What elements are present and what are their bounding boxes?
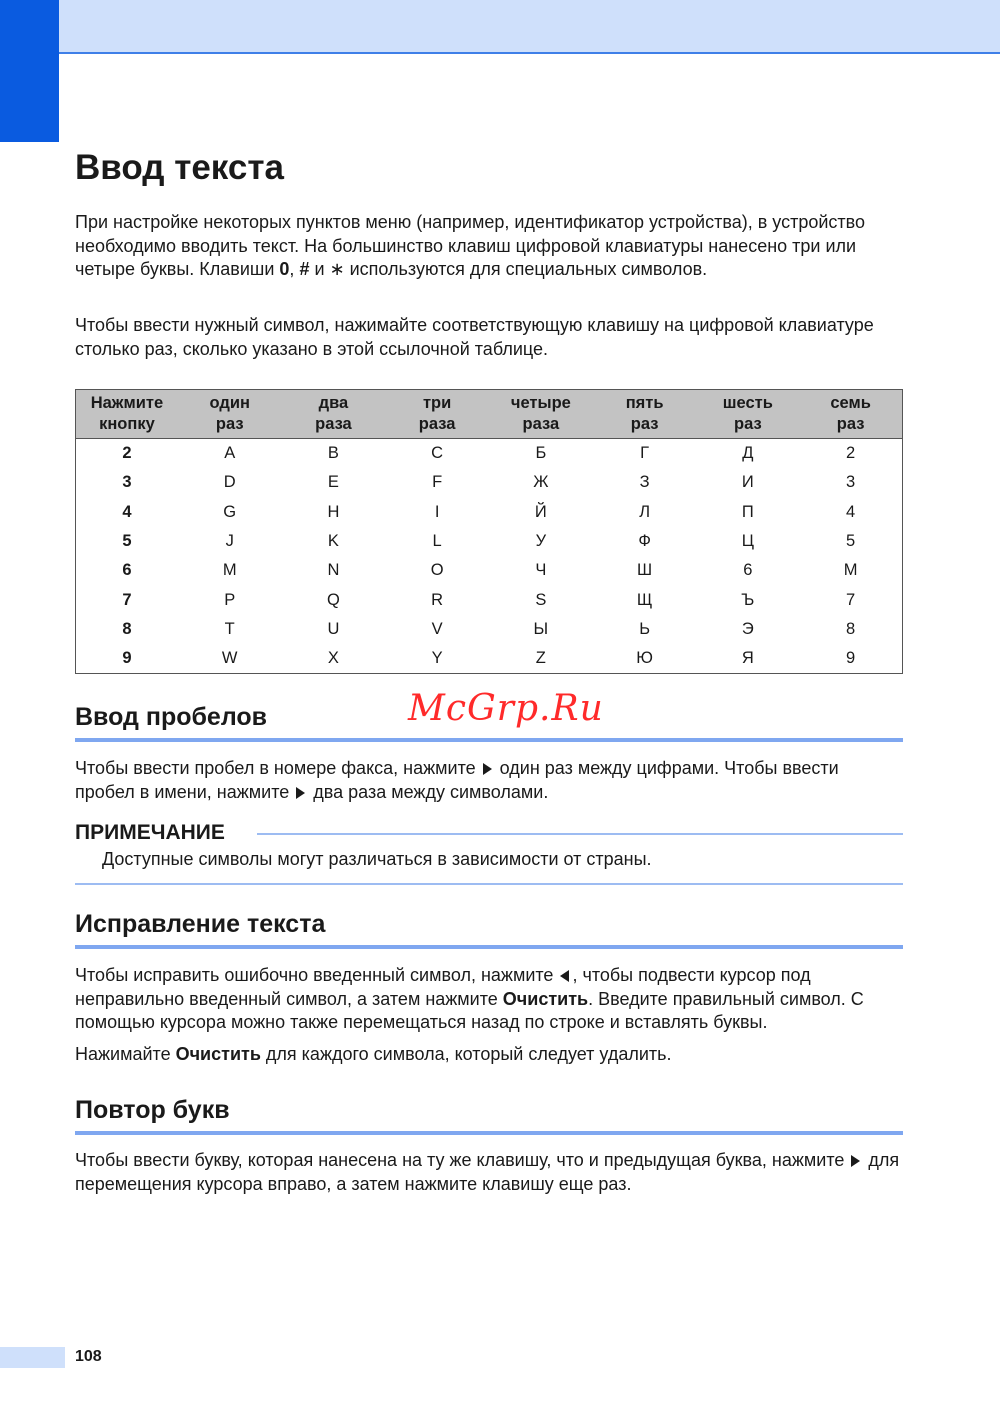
table-cell: Д (742, 444, 754, 463)
table-header-cell (799, 390, 902, 439)
table-header-text: кнопку (99, 415, 155, 433)
table-header-text: раз (734, 415, 762, 433)
table-header-cell (385, 390, 489, 439)
table-cell: 3 (846, 473, 856, 492)
table-cell: Я (741, 649, 754, 668)
table-cell: R (431, 590, 444, 609)
table-cell: 7 (846, 590, 856, 609)
table-cell: K (327, 532, 339, 551)
table-key-cell: 8 (122, 619, 132, 638)
table-key-cell: 4 (122, 502, 132, 521)
key-star: ∗ (329, 259, 345, 279)
spaces-text: два раза между символами. (308, 781, 549, 802)
table-cell: Л (639, 502, 651, 521)
table-key-cell: 6 (122, 561, 132, 580)
table-header-text: Нажмите (90, 394, 164, 412)
key-hash: # (299, 259, 310, 279)
table-cell: W (221, 649, 238, 668)
table-cell: 4 (846, 502, 856, 521)
table-cell: 6 (743, 561, 753, 580)
table-row (76, 527, 903, 556)
section-rule (75, 945, 903, 949)
table-cell: J (225, 532, 234, 551)
table-cell: Ч (535, 561, 547, 580)
correction-text: , чтобы подвести курсор под неправильно введенный символ, а затем нажмите (75, 965, 811, 1009)
right-arrow-icon (851, 1155, 860, 1167)
intro-paragraph-1 (75, 211, 903, 282)
table-key-cell: 3 (122, 473, 132, 492)
table-cell: C (431, 444, 444, 463)
section-rule (75, 738, 903, 742)
table-cell: Ъ (741, 590, 755, 609)
right-arrow-icon (296, 787, 305, 799)
table-cell: У (535, 532, 547, 551)
repeat-text: Чтобы ввести букву, которая нанесена на ту же клавишу, что и предыдущая буква, нажмите (75, 1150, 850, 1170)
spaces-paragraph (75, 757, 903, 804)
table-cell: D (223, 473, 236, 492)
table-cell: Ю (636, 649, 653, 668)
page-number-tab (0, 1347, 65, 1368)
right-arrow-icon (483, 763, 492, 775)
table-cell: B (327, 444, 339, 463)
table-header-row (76, 390, 903, 439)
table-row (76, 468, 903, 497)
separator: и (309, 259, 330, 279)
table-header-cell (282, 390, 386, 439)
correction-text: для каждого символа, который следует удалить. (260, 1044, 672, 1064)
correction-text: . Введите правильный символ. С помощью курсора можно также перемещаться назад по строке и вставлять буквы. (75, 988, 864, 1032)
key-zero: 0 (279, 259, 290, 279)
character-table (75, 389, 903, 674)
table-cell: F (432, 473, 443, 492)
intro-text: При настройке некоторых пунктов меню (например, идентификатор устройства), в устройство необходимо вводить текст. На большинство клавиш цифровой клавиатуры нанесено три или четыре буквы. Клавиши (75, 212, 866, 279)
table-cell: Щ (636, 590, 653, 609)
clear-key-label: Очистить (175, 1044, 261, 1064)
table-key-cell: 2 (122, 444, 132, 463)
correction-text: Чтобы исправить ошибочно введенный символ, нажмите (75, 965, 559, 985)
table-cell: P (224, 590, 236, 609)
table-header-cell (696, 390, 799, 439)
repeat-paragraph (75, 1149, 903, 1196)
table-cell: Y (431, 649, 443, 668)
table-cell: Б (535, 444, 547, 463)
intro-text: используются для специальных символов. (344, 259, 708, 279)
chapter-tab (0, 0, 59, 142)
table-row (76, 615, 903, 644)
table-cell: G (223, 502, 237, 521)
table-header-text: один (209, 394, 250, 412)
table-cell: Ь (639, 619, 651, 638)
left-arrow-icon (560, 970, 569, 982)
section-heading-correction: Исправление текста (75, 910, 326, 938)
table-cell: Ф (638, 532, 651, 551)
table-header-cell (178, 390, 282, 439)
table-header-text: семь (830, 394, 871, 412)
table-header-text: пять (625, 394, 664, 412)
table-header-text: раза (315, 415, 352, 433)
table-row (76, 585, 903, 614)
header-band (0, 0, 1000, 54)
table-cell: N (327, 561, 340, 580)
table-cell: Z (535, 649, 546, 668)
table-cell: S (535, 590, 547, 609)
note-rule-bottom (75, 883, 903, 885)
table-cell: Э (741, 619, 754, 638)
table-cell: 5 (846, 532, 856, 551)
table-cell: П (741, 502, 754, 521)
table-cell: X (327, 649, 339, 668)
table-cell: T (224, 619, 235, 638)
separator: , (289, 259, 300, 279)
table-cell: H (327, 502, 340, 521)
table-header-text: раза (522, 415, 560, 433)
table-row (76, 498, 903, 527)
table-body (76, 439, 903, 674)
note-rule-top (257, 833, 903, 835)
table-header-cell (593, 390, 697, 439)
table-row (76, 439, 903, 469)
table-cell: M (843, 561, 858, 580)
spaces-text: один раз между цифрами. Чтобы ввести пробел в имени, нажмите (75, 758, 839, 802)
table-cell: Г (640, 444, 650, 463)
correction-text: Нажимайте (75, 1044, 176, 1064)
table-cell: M (222, 561, 237, 580)
intro-paragraph-2: Чтобы ввести нужный символ, нажимайте соответствующую клавишу на цифровой клавиатуре столько раз, сколько указано в этой ссылочной таблице. (75, 315, 874, 359)
table-cell: A (224, 444, 236, 463)
correction-paragraph-2 (75, 1043, 903, 1067)
table-cell: И (741, 473, 754, 492)
table-cell: Ы (533, 619, 549, 638)
table-cell: 9 (846, 649, 856, 668)
table-cell: E (327, 473, 339, 492)
table-cell: I (434, 502, 440, 521)
table-cell: O (430, 561, 444, 580)
section-heading-spaces: Ввод пробелов (75, 703, 268, 731)
table-header-text: раз (836, 415, 865, 433)
table-cell: U (327, 619, 340, 638)
table-cell: Ц (741, 532, 754, 551)
table-key-cell: 5 (122, 532, 132, 551)
table-cell: V (431, 619, 443, 638)
note-text: Доступные символы могут различаться в зависимости от страны. (102, 849, 652, 869)
page-number: 108 (75, 1348, 102, 1365)
table-header-text: раз (215, 415, 244, 433)
table-header-text: четыре (510, 394, 571, 412)
clear-key-label: Очистить (502, 988, 589, 1009)
section-rule (75, 1131, 903, 1135)
table-key-cell: 7 (122, 590, 132, 609)
table-cell: L (432, 532, 442, 551)
table-cell: Ж (533, 473, 549, 492)
table-row (76, 556, 903, 585)
table-row (76, 644, 903, 674)
table-header-text: шесть (722, 394, 773, 412)
table-cell: 2 (846, 444, 856, 463)
repeat-text: для перемещения курсора вправо, а затем нажмите клавишу еще раз. (75, 1150, 900, 1194)
table-header-cell (76, 390, 178, 439)
table-cell: З (639, 473, 650, 492)
note-title: ПРИМЕЧАНИЕ (75, 821, 225, 844)
table-cell: Й (534, 502, 547, 521)
table-header-text: два (318, 394, 349, 412)
spaces-text: Чтобы ввести пробел в номере факса, нажмите (75, 758, 481, 778)
table-header-text: раз (630, 415, 659, 433)
table-header-cell (489, 390, 593, 439)
table-header-text: три (422, 394, 452, 412)
correction-paragraph-1 (75, 964, 903, 1035)
page-title: Ввод текста (75, 148, 284, 187)
table-key-cell: 9 (122, 649, 132, 668)
table-cell: Ш (637, 561, 653, 580)
table-header-text: раза (418, 415, 456, 433)
table-cell: Q (327, 590, 340, 609)
section-heading-repeat: Повтор букв (75, 1096, 230, 1124)
table-cell: 8 (846, 619, 856, 638)
watermark: McGrp.Ru (408, 688, 604, 729)
